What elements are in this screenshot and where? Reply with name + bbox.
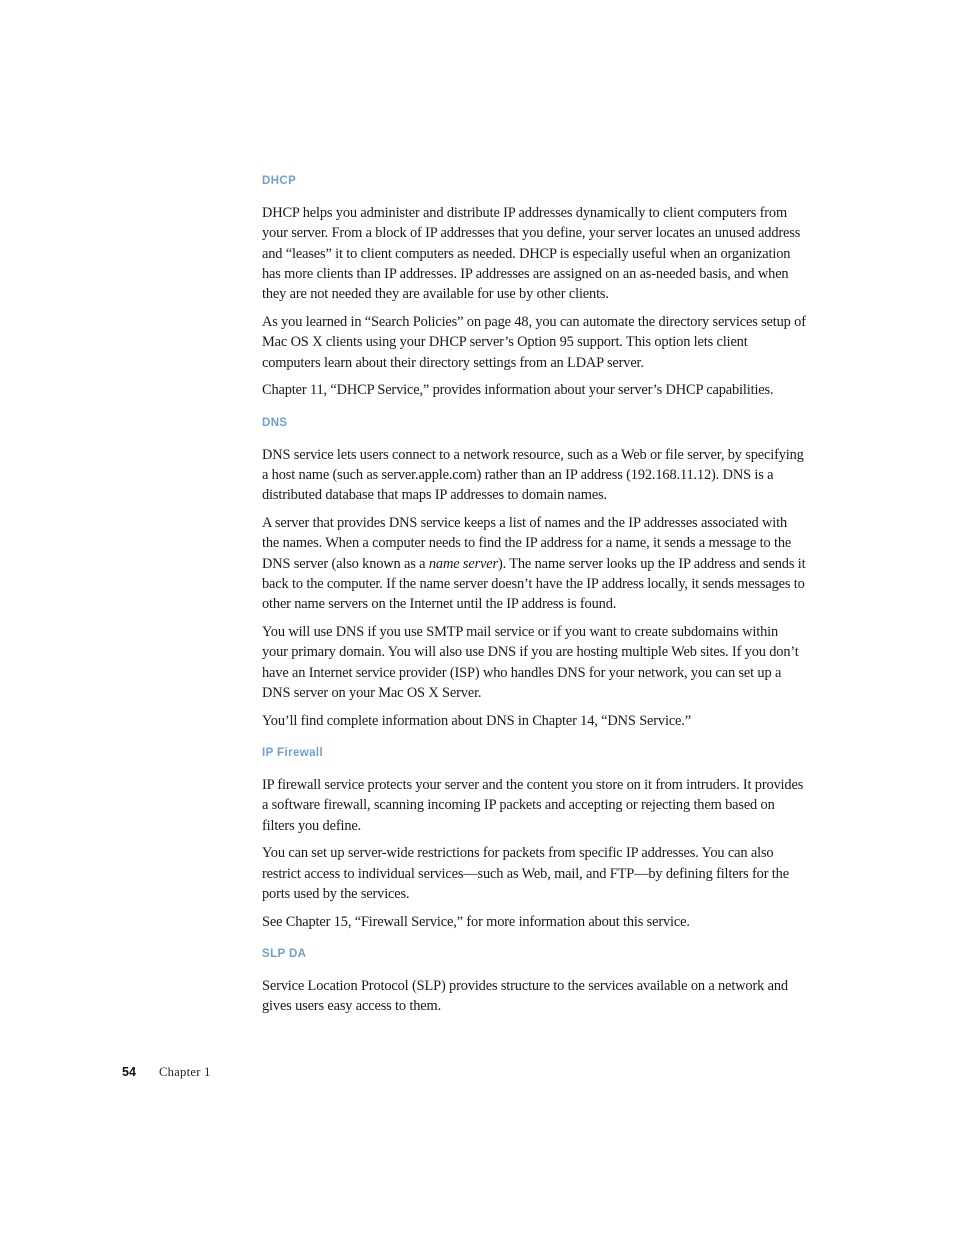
chapter-label: Chapter 1 <box>159 1064 211 1079</box>
paragraph: Service Location Protocol (SLP) provides structure to the services available on a network and gives users easy access to them. <box>262 978 788 1015</box>
page-footer <box>122 1063 211 1081</box>
paragraph: IP firewall service protects your server and the content you store on it from intruders. It provides a software firewall, scanning incoming IP packets and accepting or rejecting them based on filters you define. <box>262 777 804 834</box>
paragraph: Chapter 11, “DHCP Service,” provides information about your server’s DHCP capabilities. <box>262 382 774 399</box>
section-slp-da <box>262 945 807 1017</box>
paragraph: See Chapter 15, “Firewall Service,” for more information about this service. <box>262 913 690 930</box>
section-heading: IP Firewall <box>262 747 324 760</box>
emphasis-term: name server <box>428 555 498 572</box>
section-dhcp <box>262 172 807 401</box>
section-dns <box>262 414 807 731</box>
section-heading: SLP DA <box>262 948 307 961</box>
paragraph: You will use DNS if you use SMTP mail service or if you want to create subdomains within your primary domain. You will also use DNS if you are hosting multiple Web sites. If you don’t have an Internet service provider (ISP) who handles DNS for your network, you can set up a DNS server on your Mac OS X Server. <box>262 624 799 701</box>
paragraph: DNS service lets users connect to a network resource, such as a Web or file server, by specifying a host name (such as server.apple.com) rather than an IP address (192.168.11.12). DNS is a distributed database that maps IP addresses to domain names. <box>262 446 804 504</box>
paragraph: You can set up server-wide restrictions for packets from specific IP addresses. You can also restrict access to individual services—such as Web, mail, and FTP—by defining filters for the ports used by the services. <box>262 845 789 903</box>
page-number: 54 <box>122 1065 136 1079</box>
paragraph: As you learned in “Search Policies” on page 48, you can automate the directory services setup of Mac OS X clients using your DHCP server’s Option 95 support. This option lets client computers learn about their directory settings from an LDAP server. <box>262 313 806 371</box>
paragraph: You’ll find complete information about DNS in Chapter 14, “DNS Service.” <box>262 712 691 729</box>
section-heading: DNS <box>262 416 288 429</box>
paragraph-text: A server that provides DNS service keeps a list of names and the IP addresses associated with the names. When a computer needs to find the IP address for a name, it sends a message to the DNS server (also known as a <box>262 515 792 572</box>
section-ip-firewall <box>262 744 807 932</box>
paragraph <box>262 513 807 614</box>
page-content <box>262 172 807 1024</box>
paragraph-text: ). The name server looks up the IP address and sends it back to the computer. If the name server doesn’t have the IP address locally, it sends messages to other name servers on the Internet until the IP address is found. <box>262 555 806 613</box>
section-heading: DHCP <box>262 175 297 187</box>
paragraph: DHCP helps you administer and distribute IP addresses dynamically to client computers from your server. From a block of IP addresses that you define, your server locates an unused address and “leases” it to client computers as needed. DHCP is especially useful when an organization has more clients than IP addresses. IP addresses are assigned on an as-needed basis, and when they are not needed they are available for use by other clients. <box>262 205 801 303</box>
